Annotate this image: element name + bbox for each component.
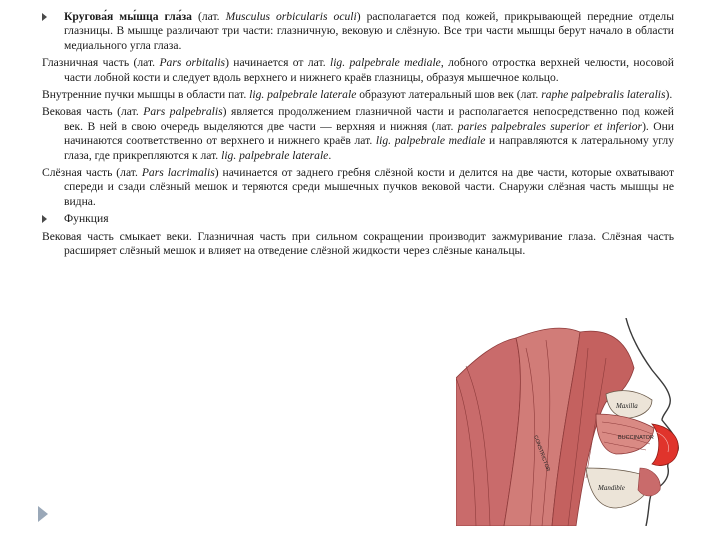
lacrimal-part-paragraph bbox=[42, 166, 674, 209]
palpebral-text-a: Вековая часть (лат. bbox=[42, 105, 144, 119]
inner-text-a: Внутренние пучки мышцы в области пат. bbox=[42, 88, 250, 102]
intro-latin-name: Musculus orbicularis oculi bbox=[225, 10, 357, 23]
palpebral-latin-4: lig. palpebrale laterale bbox=[221, 148, 329, 162]
palpebral-latin-1: Pars palpebralis bbox=[143, 105, 223, 119]
palpebral-latin-2: paries palpebrales superior et inferior bbox=[457, 119, 643, 133]
label-constrictor: CONSTRICTOR bbox=[532, 434, 551, 473]
bullet-icon bbox=[42, 13, 47, 21]
inner-text-b: образуют латеральный шов век (лат. bbox=[356, 88, 542, 102]
palpebral-latin-3: lig. palpebrale mediale bbox=[375, 134, 486, 148]
muscle-title: Кругова́я мы́шца гла́за bbox=[64, 10, 192, 23]
facial-muscles-illustration bbox=[456, 318, 706, 526]
function-heading-label: Функция bbox=[64, 212, 109, 226]
label-buccinator: BUCCINATOR bbox=[618, 435, 654, 441]
label-mandible: Mandible bbox=[598, 484, 625, 492]
function-text: Вековая часть смыкает веки. Глазничная часть при сильном сокращении производит зажмуривание глаза. Слёзная часть расширяет слёзный мешок и влияет на отведение слёзной жидкости через слёзные канальцы. bbox=[42, 229, 674, 258]
inner-latin-2: raphe palpebralis lateralis bbox=[541, 88, 666, 102]
intro-text-b: ) располагается под кожей, прикрывающей передние отделы глазницы. В мышце различают три части: глазничную, вековую и слёзную. Все три части мышцы берут начало в области медиального угла глаза. bbox=[64, 10, 674, 52]
function-heading bbox=[42, 212, 674, 226]
bullet-icon bbox=[42, 215, 47, 223]
orbital-text-a: Глазничная часть (лат. bbox=[42, 56, 160, 70]
inner-bundles-paragraph bbox=[42, 88, 674, 102]
palpebral-part-paragraph bbox=[42, 105, 674, 163]
orbital-text-b: ) начинается от лат. bbox=[225, 56, 330, 70]
palpebral-text-b: ) является продолжением глазничной части и располагается непосредственно под кожей век. В ней в свою очередь выделяются две части — верхняя и нижняя (лат. bbox=[64, 105, 674, 133]
palpebral-text-e: . bbox=[328, 148, 332, 162]
inner-latin-1: lig. palpebrale laterale bbox=[249, 88, 357, 102]
slide-body bbox=[42, 10, 674, 262]
intro-paragraph bbox=[42, 10, 674, 53]
orbital-part-paragraph bbox=[42, 56, 674, 85]
orbital-text-c: , лобного отростка верхней челюсти, носовой части лобной кости и следует вдоль верхнего и нижнего краёв глазницы, образуя мышечное кольцо. bbox=[64, 56, 674, 84]
palpebral-text-d: и направляются к латеральному углу глаза, где прикрепляются к лат. bbox=[64, 134, 674, 162]
lacrimal-text-a: Слёзная часть (лат. bbox=[42, 166, 142, 180]
orbital-latin-2: lig. palpebrale mediale bbox=[329, 56, 441, 70]
lacrimal-latin-1: Pars lacrimalis bbox=[141, 166, 215, 180]
next-arrow-icon[interactable] bbox=[36, 505, 50, 523]
orbital-latin-1: Pars orbitalis bbox=[159, 56, 226, 70]
label-maxilla: Maxilla bbox=[616, 402, 638, 410]
intro-text-a: (лат. bbox=[191, 10, 226, 23]
function-paragraph bbox=[42, 230, 674, 259]
lacrimal-text-b: ) начинается от заднего гребня слёзной кости и делится на две части, которые охватывают спереди и сзади слёзный мешок и теряются среди мышечных пучков вековой части. Снаружи слёзная часть мышцы не видна. bbox=[64, 166, 675, 208]
inner-text-c: ). bbox=[665, 88, 673, 102]
palpebral-text-c: ). Они начинаются соответственно от верхнего и нижнего краёв лат. bbox=[64, 119, 674, 148]
